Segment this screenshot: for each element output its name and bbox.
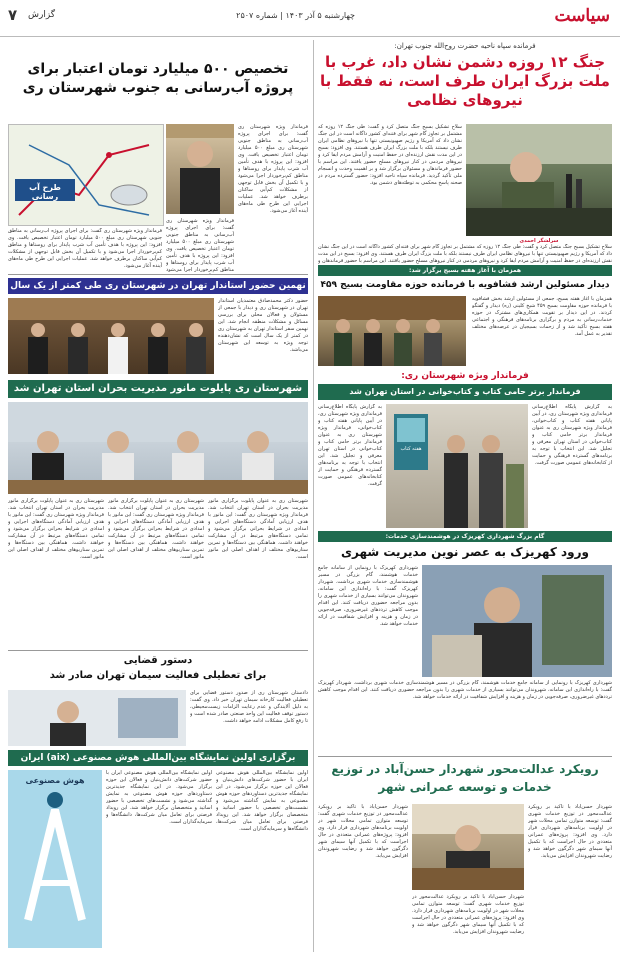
article-3-headline (318, 370, 612, 402)
article-8-headline (8, 654, 308, 688)
article-3-title: فرماندار برتر حامی کتاب و کتاب‌خوانی در استان تهران شد (318, 384, 612, 400)
article-7-photo (422, 565, 612, 677)
section-bar-kahrizak: گام بزرگ شهرداری کهریزک در هوشمندسازی خدمات: (318, 531, 612, 542)
article-2-headline (318, 279, 612, 293)
mayor-photo-graphic (422, 565, 612, 677)
article-10-text-left: شهردار حسن‌آباد با تأکید بر رویکرد عدالت‌محور در توزیع خدمات شهری گفت: توسعه متوازن تمامی محلات شهر در اولویت برنامه‌های شهرداری قرار دارد. وی افزود: پروژه‌های عمرانی متعددی در حال اجراست که با تکمیل آنها سیمای شهر دگرگون خواهد شد و رضایت شهروندان افزایش می‌یابد. (318, 804, 408, 859)
article-4-body-right (238, 124, 308, 274)
article-3-body-left (318, 404, 382, 528)
award-photo-graphic (386, 404, 528, 528)
article-4-body-left (8, 228, 162, 274)
article-1-lead (318, 244, 612, 264)
hasanabad-mayor-photo-graphic (412, 804, 524, 890)
article-8-text-right: دادستان شهرستان ری از صدور دستور قضایی برای تعطیلی فعالیت کارخانه سیمان تهران خبر داد. وی گفت: به دلیل آلایندگی و عدم رعایت الزامات زیست‌محیطی، دستور توقف فعالیت این واحد صنعتی صادر شده است و تا رفع کامل مشکلات ادامه خواهد داشت. (190, 690, 308, 724)
article-6-text-mid: شهرستان ری به عنوان پایلوت برگزاری مانور مدیریت بحران در استان تهران انتخاب شد. فرماندار ویژه شهرستان ری گفت: این مانور با هدف ارزیابی آمادگی دستگاه‌های اجرایی و امدادی در شرایط بحرانی برگزار می‌شود و تمامی دستگاه‌های مرتبط در آن مشارکت خواهند داشت. هماهنگی بین دستگاه‌ها و تمرین سناریوهای مختلف از اهداف اصلی این مانور است. (108, 498, 204, 560)
article-6-text-right: شهرستان ری به عنوان پایلوت برگزاری مانور مدیریت بحران در استان تهران انتخاب شد. فرماندار ویژه شهرستان ری گفت: این مانور با هدف ارزیابی آمادگی دستگاه‌های اجرایی و امدادی در شرایط بحرانی برگزار می‌شود و تمامی دستگاه‌های مرتبط در آن مشارکت خواهند داشت. هماهنگی بین دستگاه‌ها و تمرین سناریوهای مختلف از اهداف اصلی این مانور است. (208, 498, 308, 560)
water-project-map-graphic (9, 125, 163, 225)
article-9-text-mid: اولین نمایشگاه بین‌المللی هوش مصنوعی ایران با حضور شرکت‌های دانش‌بنیان و فعالان این حوزه برگزار می‌شود. در این نمایشگاه جدیدترین دستاوردهای حوزه هوش مصنوعی به نمایش گذاشته می‌شود و نشست‌های تخصصی با حضور اساتید و متخصصان برگزار خواهد شد. این رویداد فرصتی برای تعامل میان شرکت‌ها، دانشگاه‌ها و سرمایه‌گذاران است. (106, 770, 212, 825)
article-5-text: حضور دکتر محمدصادق معتمدیان استاندار تهران در شهرستان ری و دیدار با جمعی از مسئولان و فعالان محلی برای بررسی مسائل و مشکلات منطقه انجام شد. این نهمین سفر استاندار تهران به شهرستان ری در کمتر از یک سال است که نشان‌دهنده توجه ویژه به توسعه این شهرستان می‌باشد. (218, 298, 308, 353)
article-7-body-left (318, 565, 418, 677)
article-8-kicker: دستور قضایی (123, 655, 193, 666)
issue-date: چهارشنبه ۵ آذر ۱۴۰۳ | شماره ۲۵۰۷ (236, 11, 355, 20)
article-6-body-right (208, 498, 308, 648)
article-10-body-left (318, 804, 408, 948)
article-4-text-left: فرماندار ویژه شهرستان ری گفت: برای اجرای پروژه آب‌رسانی به مناطق جنوبی شهرستان ری مبلغ ۵۰۰ میلیارد تومان اعتبار تخصیص یافت. وی افزود: این پروژه با هدف تأمین آب شرب پایدار برای روستاها و مناطق کم‌برخوردار اجرا می‌شود و با تکمیل آن بخش قابل توجهی از مشکلات کم‌آبی ساکنان برطرف خواهد شد. عملیات اجرایی این طرح طی ماه‌های آینده آغاز می‌شود. (8, 228, 162, 269)
article-7-continue (318, 680, 612, 700)
article-4-text-mid: فرماندار ویژه شهرستان ری گفت: برای اجرای پروژه آب‌رسانی به مناطق جنوبی شهرستان ری مبلغ ۵۰۰ میلیارد تومان اعتبار تخصیص یافت. وی افزود: این پروژه با هدف تأمین آب شرب پایدار برای روستاها و مناطق کم‌برخوردار اجرا می‌شود (166, 218, 234, 273)
article-1-text: سلاح تشکیل بسیج جنگ متصل کرد و گفت: طی جنگ ۱۲ روزه که مشتمل بر تجاوز گام شهر برای فتنه‌ای کشور داگانه است در این جنگ نشان داد که آمریکا و رژیم صهیونیستی تنها با نیروهای نظامی ایران طرف نیستند بلکه با ملت بزرگ ایران طرف هستند. وی افزود: بسیج در این مدت نقش ارزنده‌ای در حفظ امنیت و آرامش مردم ایفا کرد و نیروهای مردمی در کنار نیروهای مسلح حضور یافتند. این مراسم با حضور فرماندهان و مسئولان برگزار شد و بر اهمیت وحدت و انسجام ملی تأکید گردید. فرمانده سپاه ناحیه افزود: حضور گسترده مردم در صحنه پاسخ محکمی به توطئه‌های دشمن بود. (318, 124, 462, 186)
page-header (0, 0, 620, 37)
article-4-headline (8, 60, 308, 120)
article-9-title: برگزاری اولین نمایشگاه بین‌المللی هوش مصنوعی (aix) ایران (8, 750, 308, 766)
article-3-text-left: به گزارش پایگاه اطلاع‌رسانی فرمانداری ویژه شهرستان ری، در آیین پایانی هفته کتاب و کتاب‌خوانی، فرماندار ویژه شهرستان ری به عنوان فرماندار برتر حامی کتاب و کتاب‌خوانی در استان تهران معرفی و تجلیل شد. این انتخاب با توجه به برنامه‌های گسترده فرهنگی و حمایت از کتابخانه‌های عمومی صورت گرفت. (318, 404, 382, 487)
page-number: ۷ (8, 6, 18, 24)
column-divider (313, 40, 314, 952)
article-10-text-mid: شهردار حسن‌آباد با تأکید بر رویکرد عدالت‌محور در توزیع خدمات شهری گفت: توسعه متوازن تمامی محلات شهر در اولویت برنامه‌های شهرداری قرار دارد. وی افزود: پروژه‌های عمرانی متعددی در حال اجراست که با تکمیل آنها سیمای شهر دگرگون خواهد شد و رضایت شهروندان افزایش می‌یابد. (412, 894, 524, 935)
section-label: گزارش (28, 10, 56, 20)
article-1-body (318, 124, 462, 242)
article-7-text-left: شهرداری کهریزک با رونمایی از سامانه جامع خدمات هوشمند، گام بزرگی در مسیر هوشمندسازی خدمات شهری برداشت. شهردار کهریزک گفت: با راه‌اندازی این سامانه، شهروندان می‌توانند بسیاری از خدمات شهری را بدون مراجعه حضوری دریافت کنند. این اقدام موجب کاهش ترددهای غیرضروری، صرفه‌جویی در زمان و هزینه و افزایش شفافیت در ارائه خدمات خواهد شد. (318, 565, 418, 627)
article-1-kicker: فرمانده سپاه ناحیه حضرت روح‌الله جنوب تهران: (394, 42, 536, 50)
prosecutor-photo-graphic (8, 690, 186, 746)
article-2-body (472, 296, 612, 366)
article-2-text: همزمان با آغاز هفته بسیج، جمعی از مسئولین ارشد بخش فشافویه با فرمانده حوزه مقاومت بسیج ۴۵۹ شیخ کلینی (ره) دیدار و گفتگو کردند. در این دیدار بر تقویت همکاری‌های مشترک در حوزه خدمات‌رسانی به مردم و برگزاری برنامه‌های فرهنگی و اجتماعی هفته بسیج تأکید شد و از زحمات بسیجیان در عرصه‌های مختلف تقدیر به عمل آمد. (472, 296, 612, 337)
article-7-title: ورود کهریزک به عصر نوین مدیریت شهری (340, 545, 589, 559)
map-title-text: طرح آب رسانی (29, 183, 61, 201)
article-5-photo (8, 298, 214, 374)
governor-visit-photo-graphic (8, 298, 214, 374)
crisis-meeting-photo-graphic (8, 402, 308, 494)
article-4-title: تخصیص ۵۰۰ میلیارد تومان اعتبار برای پروژه آب‌رسانی به جنوب شهرستان ری (22, 61, 294, 96)
article-9-body-mid (106, 770, 212, 948)
article-3-body-right (532, 404, 612, 528)
article-9-text-right: اولین نمایشگاه بین‌المللی هوش مصنوعی ایران با حضور شرکت‌های دانش‌بنیان و فعالان این حوزه برگزار می‌شود. در این نمایشگاه جدیدترین دستاوردهای حوزه هوش مصنوعی به نمایش گذاشته می‌شود و نشست‌های تخصصی با حضور اساتید و متخصصان برگزار خواهد شد. این رویداد فرصتی برای تعامل میان شرکت‌ها، دانشگاه‌ها و سرمایه‌گذاران است. (216, 770, 308, 832)
article-10-photo (412, 804, 524, 890)
article-5-body (218, 298, 308, 374)
ai-poster-title: هوش مصنوعی (25, 776, 85, 785)
article-3-text-right: به گزارش پایگاه اطلاع‌رسانی فرمانداری ویژه شهرستان ری، در آیین پایانی هفته کتاب و کتاب‌خوانی، فرماندار ویژه شهرستان ری به عنوان فرماندار برتر حامی کتاب و کتاب‌خوانی در استان تهران معرفی و تجلیل شد. این انتخاب با توجه به برنامه‌های گسترده فرهنگی و حمایت از کتابخانه‌های عمومی صورت گرفت. (532, 404, 612, 466)
article-6-body-left (8, 498, 104, 648)
article-9-body-right (216, 770, 308, 948)
ai-expo-poster-graphic (8, 770, 102, 948)
article-7-headline (318, 544, 612, 562)
article-2-photo (318, 296, 466, 366)
article-10-headline (318, 760, 612, 800)
article-3-photo (386, 404, 528, 528)
divider-right-1 (318, 756, 612, 757)
article-9-poster (8, 770, 102, 948)
article-1-photo (466, 124, 612, 236)
governor-photo-graphic (166, 124, 234, 214)
article-6-title: شهرستان ری پایلوت مانور مدیریت بحران استان تهران شد (8, 380, 308, 398)
article-1-lead-text: سلاح تشکیل بسیج جنگ متصل کرد و گفت: طی جنگ ۱۲ روزه که مشتمل بر تجاوز گام شهر برای فتنه‌ای کشور داگانه است در این جنگ نشان داد که آمریکا و رژیم صهیونیستی تنها با نیروهای نظامی ایران طرف نیستند بلکه با ملت بزرگ ایران طرف هستند. وی افزود: بسیج در این مدت نقش ارزنده‌ای در حفظ امنیت و آرامش مردم ایفا کرد و نیروهای مردمی در کنار نیروهای مسلح حضور یافتند. این مراسم با حضور فرماندهان و (318, 244, 612, 264)
article-8-photo (8, 690, 186, 746)
article-4-text-right: فرماندار ویژه شهرستان ری گفت: برای اجرای پروژه آب‌رسانی به مناطق جنوبی شهرستان ری مبلغ ۵۰۰ میلیارد تومان اعتبار تخصیص یافت. وی افزود: این پروژه با هدف تأمین آب شرب پایدار برای روستاها و مناطق کم‌برخوردار اجرا می‌شود و با تکمیل آن بخش قابل توجهی از مشکلات کم‌آبی ساکنان برطرف خواهد شد. عملیات اجرایی این طرح طی ماه‌های آینده آغاز می‌شود. (238, 124, 308, 214)
article-8-title: برای تعطیلی فعالیت سیمان تهران صادر شد (49, 670, 267, 681)
article-1-title: جنگ ۱۲ روزه دشمن نشان داد، غرب با ملت بزرگ ایران طرف است، نه فقط با نیروهای نظامی (320, 53, 610, 109)
speaker-photo-graphic (466, 124, 612, 236)
divider-left-1 (8, 274, 308, 275)
article-4-map (8, 124, 164, 226)
article-10-title: رویکرد عدالت‌محور شهردار حسن‌آباد در توزیع خدمات و توسعه عمرانی شهر (331, 762, 599, 794)
article-5-title: نهمین حضور استاندار تهران در شهرستان ری طی کمتر از یک سال (8, 278, 308, 294)
article-1-headline (318, 42, 612, 120)
article-6-body-mid (108, 498, 204, 648)
newspaper-logo: سیاست (554, 6, 610, 26)
article-1-caption: سرلشگر احمدی (519, 238, 559, 244)
book-week-poster-text: هفته کتاب (400, 446, 422, 452)
article-4-body-mid (166, 218, 234, 274)
section-bar-basij: همزمان با آغاز هفته بسیج برگزار شد: (318, 265, 612, 276)
article-4-photo (166, 124, 234, 214)
article-7-text-bottom: شهرداری کهریزک با رونمایی از سامانه جامع خدمات هوشمند، گام بزرگی در مسیر هوشمندسازی خدمات شهری برداشت. شهردار کهریزک گفت: با راه‌اندازی این سامانه، شهروندان می‌توانند بسیاری از خدمات شهری را بدون مراجعه حضوری دریافت کنند. این اقدام موجب کاهش ترددهای غیرضروری، صرفه‌جویی در زمان و هزینه و افزایش شفافیت در ارائه خدمات خواهد شد. (318, 680, 612, 700)
article-6-photo (8, 402, 308, 494)
divider-left-2 (8, 650, 308, 651)
article-8-body-right (190, 690, 308, 746)
article-10-body-mid (412, 894, 524, 948)
meeting-photo-graphic (318, 296, 466, 366)
article-6-text-left: شهرستان ری به عنوان پایلوت برگزاری مانور مدیریت بحران در استان تهران انتخاب شد. فرماندار ویژه شهرستان ری گفت: این مانور با هدف ارزیابی آمادگی دستگاه‌های اجرایی و امدادی در شرایط بحرانی برگزار می‌شود و تمامی دستگاه‌های مرتبط در آن مشارکت خواهند داشت. هماهنگی بین دستگاه‌ها و تمرین سناریوهای مختلف از اهداف اصلی این مانور است. (8, 498, 104, 560)
article-3-kicker: فرماندار ویژه شهرستان ری: (401, 371, 529, 381)
article-10-text-right: شهردار حسن‌آباد با تأکید بر رویکرد عدالت‌محور در توزیع خدمات شهری گفت: توسعه متوازن تمامی محلات شهر در اولویت برنامه‌های شهرداری قرار دارد. وی افزود: پروژه‌های عمرانی متعددی در حال اجراست که با تکمیل آنها سیمای شهر دگرگون خواهد شد و رضایت شهروندان افزایش می‌یابد. (528, 804, 612, 859)
article-2-title: دیدار مسئولین ارشد فشافویه با فرمانده حوزه مقاومت بسیج ۴۵۹ (320, 280, 610, 290)
article-10-body-right (528, 804, 612, 948)
